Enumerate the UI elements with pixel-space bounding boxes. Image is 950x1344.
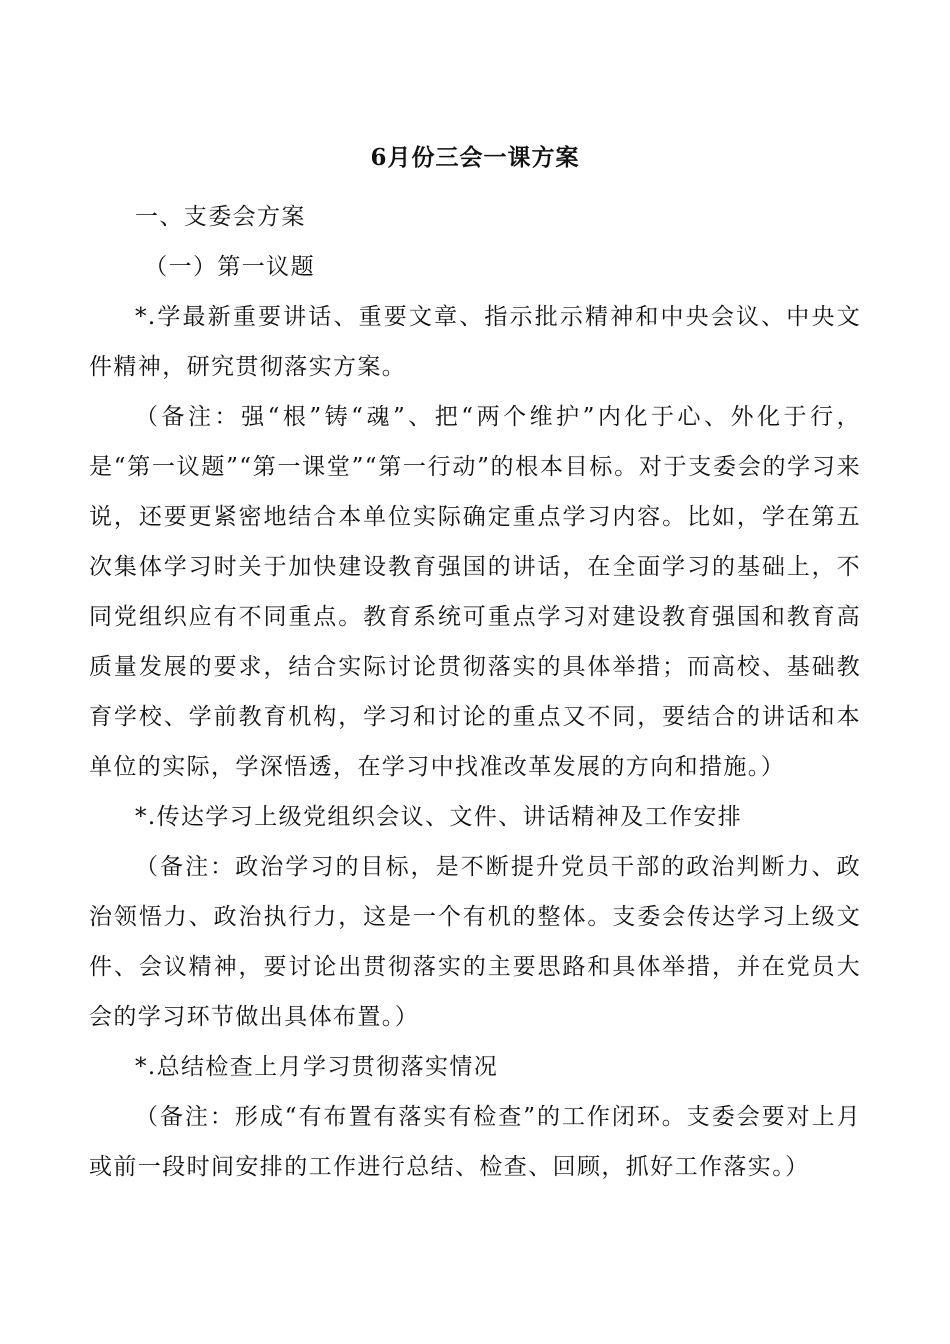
subsection-heading: （一）第一议题 xyxy=(144,254,315,280)
note-1: （备注：强“根”铸“魂”、把“两个维护”内化于心、外化于行，是“第一议题”“第一课堂”“第一行动”的根本目标。对于支委会的学习来说，还要更紧密地结合本单位实际确定重点学习内容。比如，学在第五次集体学习时关于加快建设教育强国的讲话，在全面学习的基础上，不同党组织应有不同重点。教育系统可重点学习对建设教育强国和教育高质量发展的要求，结合实际讨论贯彻落实的具体举措；而高校、基础教育学校、学前教育机构，学习和讨论的重点又不同，要结合的讲话和本单位的实际，学深悟透，在学习中找准改革发展的方向和措施。） xyxy=(89,404,861,780)
section-heading: 一、支委会方案 xyxy=(135,204,306,230)
agenda-item-2: *.传达学习上级党组织会议、文件、讲话精神及工作安排 xyxy=(135,804,743,830)
agenda-item-3: *.总结检查上月学习贯彻落实情况 xyxy=(135,1054,499,1080)
document-body xyxy=(89,192,861,1192)
note-3: （备注：形成“有布置有落实有检查”的工作闭环。支委会要对上月或前一段时间安排的工作进行总结、检查、回顾，抓好工作落实。） xyxy=(89,1104,861,1180)
agenda-item-1: *.学最新重要讲话、重要文章、指示批示精神和中央会议、中央文件精神，研究贯彻落实方案。 xyxy=(89,304,861,380)
note-2: （备注：政治学习的目标，是不断提升党员干部的政治判断力、政治领悟力、政治执行力，这是一个有机的整体。支委会传达学习上级文件、会议精神，要讨论出贯彻落实的主要思路和具体举措，并在党员大会的学习环节做出具体布置。） xyxy=(89,854,861,1030)
document-title: 6月份三会一课方案 xyxy=(370,144,580,171)
